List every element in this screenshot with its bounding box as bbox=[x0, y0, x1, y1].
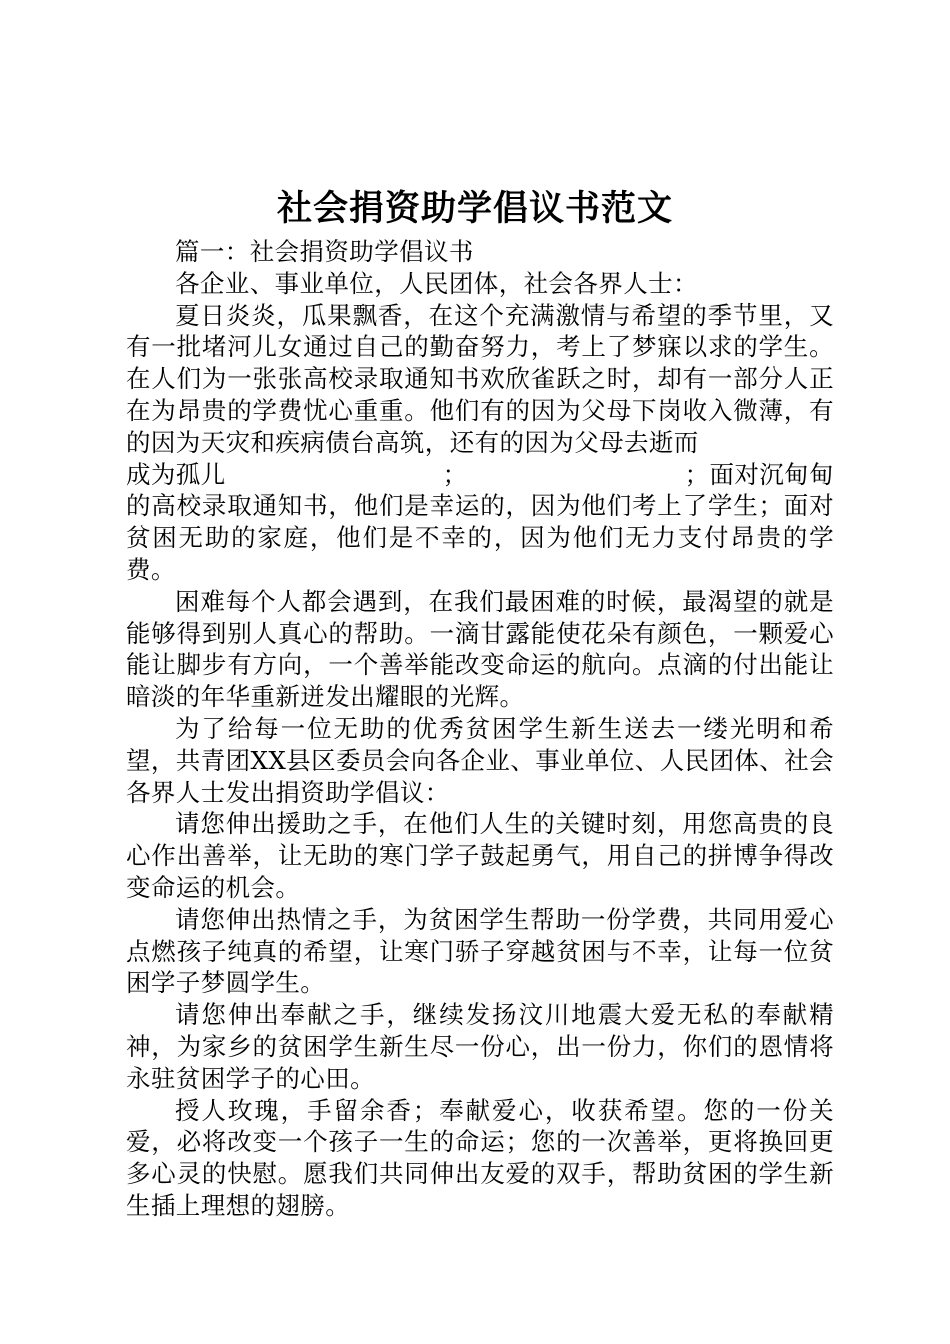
section-heading: 篇一：社会捐资助学倡议书 bbox=[175, 237, 474, 266]
paragraph-1-gap-a: 成为孤儿 bbox=[126, 459, 226, 489]
paragraph-4: 请您伸出援助之手，在他们人生的关键时刻，用您高贵的良心作出善举，让无助的寒门学子鼓起勇气，用自己的拼博争得改变命运的机会。 bbox=[126, 809, 834, 902]
salutation: 各企业、事业单位，人民团体，社会各界人士： bbox=[175, 268, 698, 298]
document-title: 社会捐资助学倡议书范文 bbox=[276, 188, 673, 229]
document-body bbox=[126, 236, 834, 1222]
paragraph-3: 为了给每一位无助的优秀贫困学生新生送去一缕光明和希望，共青团XX县区委员会向各企业、事业单位、人民团体、社会各界人士发出捐资助学倡议： bbox=[126, 713, 834, 807]
paragraph-2: 困难每个人都会遇到，在我们最困难的时候，最渴望的就是能够得到别人真心的帮助。一滴甘露能使花朵有颜色，一颗爱心能让脚步有方向，一个善举能改变命运的航向。点滴的付出能让暗淡的年华重新迸发出耀眼的光辉。 bbox=[126, 586, 834, 712]
paragraph-1-gap-c: ；面对沉甸甸 bbox=[684, 459, 834, 489]
paragraph-1-text: 夏日炎炎，瓜果飘香，在这个充满激情与希望的季节里，又有一批堵河儿女通过自己的勤奋努力，考上了梦寐以求的学生。在人们为一张张高校录取通知书欢欣雀跃之时，却有一部分人正在为昂贵的学费忧心重重。他们有的因为父母下岗收入微薄，有的因为天灾和疾病债台高筑，还有的因为父母去逝而 bbox=[126, 300, 834, 457]
paragraph-5: 请您伸出热情之手，为贫困学生帮助一份学费，共同用爱心点燃孩子纯真的希望，让寒门骄子穿越贫困与不幸，让每一位贫困学子梦圆学生。 bbox=[126, 904, 834, 998]
paragraph-1-continued: 的高校录取通知书，他们是幸运的，因为他们考上了学生；面对贫困无助的家庭，他们是不幸的，因为他们无力支付昂贵的学费。 bbox=[126, 491, 834, 584]
paragraph-1-gap-b: ； bbox=[442, 459, 468, 489]
paragraph-6: 请您伸出奉献之手，继续发扬汶川地震大爱无私的奉献精神，为家乡的贫困学生新生尽一份心，出一份力，你们的恩情将永驻贫困学子的心田。 bbox=[126, 1000, 834, 1093]
paragraph-7: 授人玫瑰，手留余香；奉献爱心，收获希望。您的一份关爱，必将改变一个孩子一生的命运；您的一次善举，更将换回更多心灵的快慰。愿我们共同伸出友爱的双手，帮助贫困的学生新生插上理想的翅膀。 bbox=[126, 1095, 834, 1220]
paragraph-1-gap-line bbox=[126, 459, 834, 491]
paragraph-1 bbox=[126, 300, 834, 459]
